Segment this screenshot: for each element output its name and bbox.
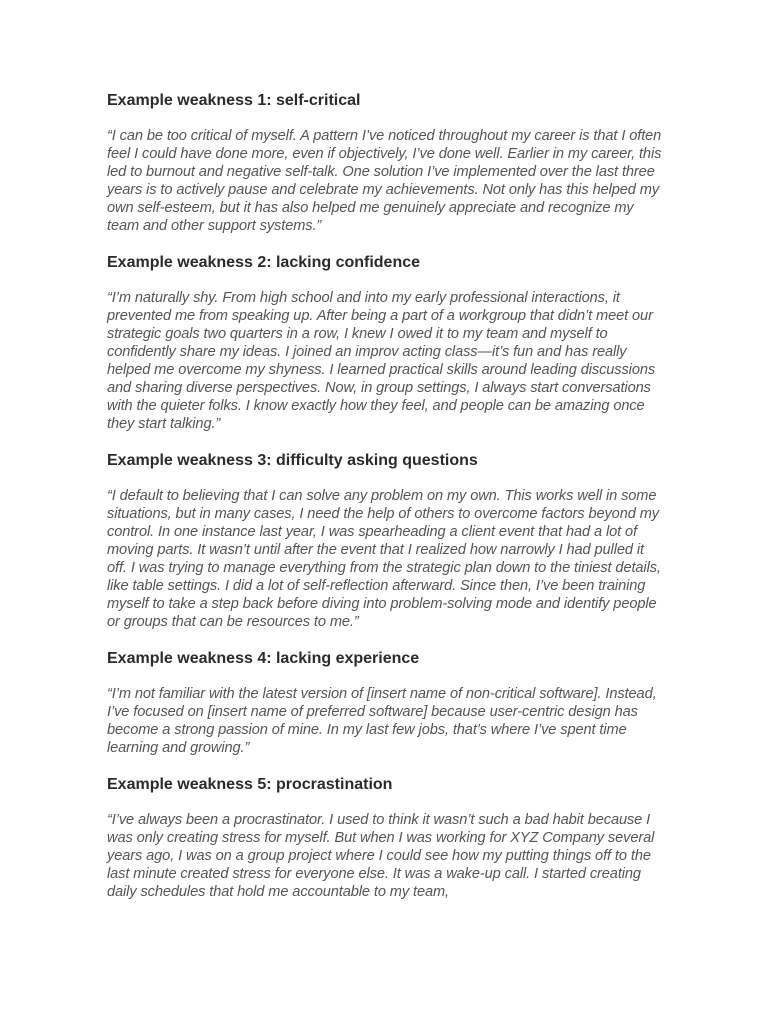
weakness-section-3 xyxy=(107,451,667,631)
section-quote: “I’m not familiar with the latest version of [insert name of non-critical software]. Instead, I’ve focused on [insert name of preferred software] because user-centric design has become a strong passion of mine. In my last few jobs, that’s where I’ve spent time learning and growing.” xyxy=(107,686,657,756)
section-heading: Example weakness 3: difficulty asking questions xyxy=(107,452,478,469)
section-heading: Example weakness 2: lacking confidence xyxy=(107,254,421,271)
weakness-section-2 xyxy=(107,253,667,433)
section-heading: Example weakness 1: self-critical xyxy=(107,92,361,109)
section-heading: Example weakness 4: lacking experience xyxy=(107,650,420,667)
section-heading: Example weakness 5: procrastination xyxy=(107,776,393,793)
section-quote: “I’ve always been a procrastinator. I used to think it wasn’t such a bad habit because I was only creating stress for myself. But when I was working for XYZ Company several years ago, I was on a group project where I could see how my putting things off to the last minute created stress for everyone else. It was a wake-up call. I started creating daily schedules that hold me accountable to my team, xyxy=(107,812,655,900)
weakness-section-1 xyxy=(107,91,667,235)
section-quote: “I’m naturally shy. From high school and into my early professional interactions, it prevented me from speaking up. After being a part of a workgroup that didn’t meet our strategic goals two quarters in a row, I knew I owed it to my team and myself to confidently share my ideas. I joined an improv acting class—it’s fun and has really helped me overcome my shyness. I learned practical skills around leading discussions and sharing diverse perspectives. Now, in group settings, I always start conversations with the quieter folks. I know exactly how they feel, and people can be amazing once they start talking.” xyxy=(107,290,656,432)
section-quote: “I can be too critical of myself. A pattern I’ve noticed throughout my career is that I often feel I could have done more, even if objectively, I’ve done well. Earlier in my career, this led to burnout and negative self-talk. One solution I’ve implemented over the last three years is to actively pause and celebrate my achievements. Not only has this helped my own self-esteem, but it has also helped me genuinely appreciate and recognize my team and other support systems.” xyxy=(107,128,662,234)
weakness-section-4 xyxy=(107,649,667,757)
section-quote: “I default to believing that I can solve any problem on my own. This works well in some situations, but in many cases, I need the help of others to overcome factors beyond my control. In one instance last year, I was spearheading a client event that had a lot of moving parts. It wasn’t until after the event that I realized how narrowly I had pulled it off. I was trying to manage everything from the strategic plan down to the tiniest details, like table settings. I did a lot of self-reflection afterward. Since then, I’ve been training myself to take a step back before diving into problem-solving mode and identify people or groups that can be resources to me.” xyxy=(107,488,661,630)
document-page xyxy=(107,91,667,919)
weakness-section-5 xyxy=(107,775,667,901)
